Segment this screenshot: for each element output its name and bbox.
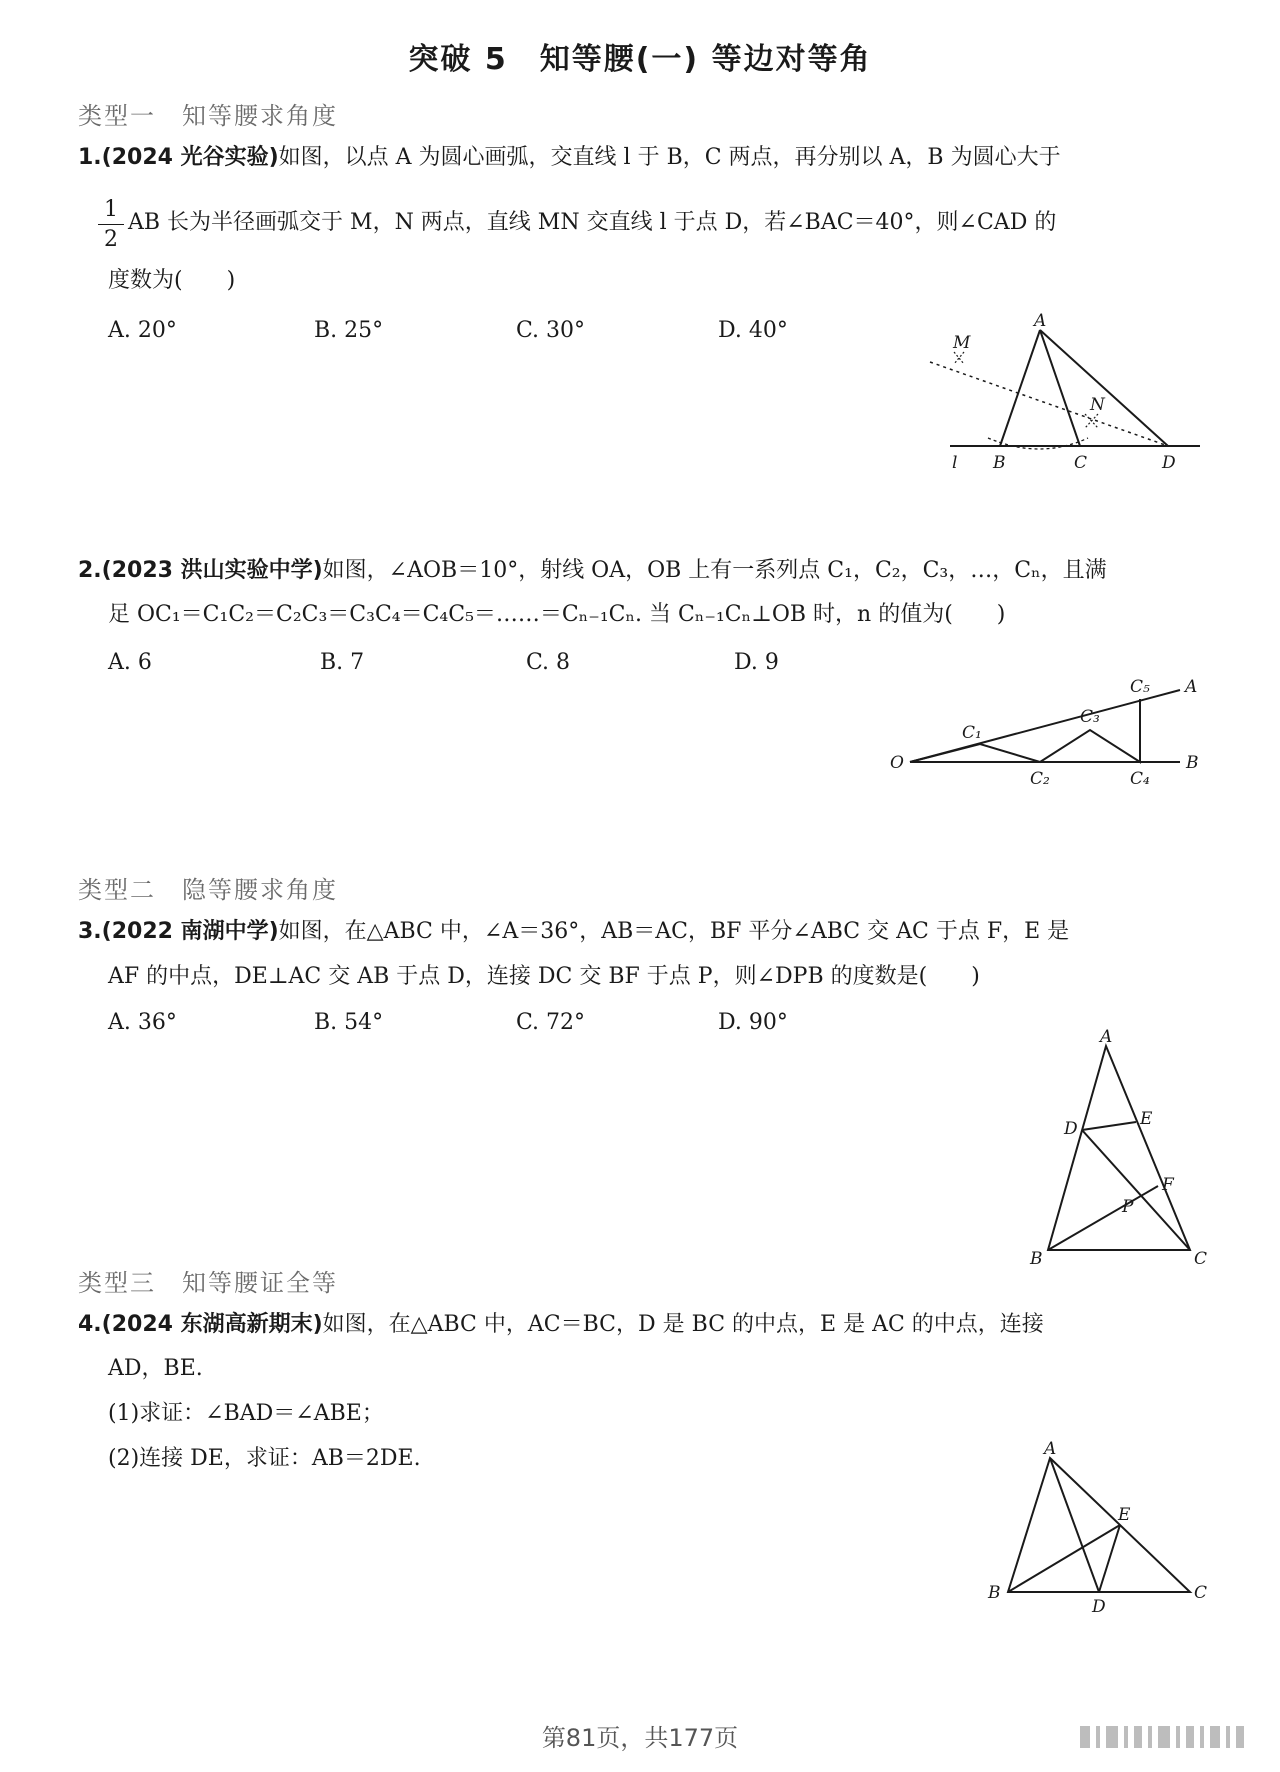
q1-frac-denominator: 2 (104, 227, 118, 252)
q2-label-o: O (890, 753, 904, 773)
q4-label-d: D (1092, 1597, 1106, 1617)
q1-label-c: C (1074, 453, 1088, 473)
q4-label-e: E (1118, 1505, 1131, 1525)
q3-option-a: A. 36° (108, 1010, 177, 1035)
q4-part-1: (1)求证：∠BAD＝∠ABE； (108, 1401, 384, 1426)
q2-label-c1: C₁ (962, 723, 982, 743)
q4-number: 4. (78, 1312, 102, 1337)
q3-number: 3. (78, 919, 102, 944)
q1-label-d: D (1162, 453, 1176, 473)
q3-label-p: P (1122, 1197, 1134, 1217)
q3-text-1: 如图，在△ABC 中，∠A＝36°，AB＝AC，BF 平分∠ABC 交 AC 于点 F，E 是 (278, 919, 1070, 944)
q1-line-1 (78, 143, 1061, 173)
q2-label-c2: C₂ (1030, 769, 1050, 789)
section-heading-type-1: 类型一 知等腰求角度 (78, 102, 338, 130)
q1-label-m: M (953, 333, 971, 353)
q2-label-b: B (1186, 753, 1199, 773)
q1-source: (2024 光谷实验) (101, 145, 279, 170)
q2-number: 2. (78, 558, 102, 583)
q1-figure (920, 310, 1210, 480)
q2-source: (2023 洪山实验中学) (101, 558, 323, 583)
q2-option-d: D. 9 (734, 650, 779, 675)
q3-figure (1020, 1027, 1220, 1270)
q1-label-l: l (952, 453, 958, 473)
q3-label-e: E (1140, 1109, 1153, 1129)
q1-label-n: N (1090, 395, 1105, 415)
q1-frac-numerator: 1 (104, 197, 118, 222)
q3-option-d: D. 90° (718, 1010, 788, 1035)
q3-label-c: C (1194, 1249, 1208, 1269)
q2-line-2: 足 OC₁＝C₁C₂＝C₂C₃＝C₃C₄＝C₄C₅＝……＝Cₙ₋₁Cₙ. 当 Cₙ₋₁Cₙ⊥OB 时，n 的值为( ) (108, 602, 1006, 627)
q2-label-c3: C₃ (1080, 707, 1100, 727)
q1-line-3: 度数为( ) (108, 268, 236, 293)
barcode-icon (1080, 1722, 1260, 1752)
q1-label-b: B (993, 453, 1006, 473)
q4-text-1: 如图，在△ABC 中，AC＝BC，D 是 BC 的中点，E 是 AC 的中点，连接 (322, 1312, 1044, 1337)
q3-option-b: B. 54° (314, 1010, 384, 1035)
q3-option-c: C. 72° (516, 1010, 586, 1035)
q4-line-1 (78, 1310, 1044, 1340)
section-heading-type-3: 类型三 知等腰证全等 (78, 1269, 338, 1297)
q3-label-b: B (1030, 1249, 1043, 1269)
q2-option-b: B. 7 (320, 650, 365, 675)
q4-figure (980, 1440, 1210, 1620)
q4-label-c: C (1194, 1583, 1208, 1603)
q3-line-1 (78, 917, 1069, 947)
q2-figure (880, 670, 1210, 790)
q2-option-a: A. 6 (108, 650, 152, 675)
q1-line-2: AB 长为半径画弧交于 M，N 两点，直线 MN 交直线 l 于点 D，若∠BAC＝40°，则∠CAD 的 (128, 210, 1057, 235)
section-heading-type-2: 类型二 隐等腰求角度 (78, 876, 338, 904)
q2-option-c: C. 8 (526, 650, 571, 675)
q1-frac-bar (98, 224, 124, 225)
q3-label-f: F (1162, 1175, 1174, 1195)
page-footer: 第81页，共177页 (541, 1724, 739, 1752)
q1-option-d: D. 40° (718, 318, 788, 343)
q4-part-2: (2)连接 DE，求证：AB＝2DE. (108, 1446, 421, 1471)
page-title: 突破 5 知等腰(一) 等边对等角 (408, 42, 872, 77)
q1-label-a: A (1034, 311, 1047, 331)
q1-option-c: C. 30° (516, 318, 586, 343)
q3-line-2: AF 的中点，DE⊥AC 交 AB 于点 D，连接 DC 交 BF 于点 P，则∠DPB 的度数是( ) (108, 964, 980, 989)
q3-label-d: D (1064, 1119, 1078, 1139)
q1-text-1: 如图，以点 A 为圆心画弧，交直线 l 于 B，C 两点，再分别以 A，B 为圆心大于 (278, 145, 1061, 170)
q2-label-c5: C₅ (1130, 677, 1150, 697)
q4-label-b: B (988, 1583, 1001, 1603)
q4-line-2: AD，BE. (108, 1356, 203, 1381)
q2-line-1 (78, 556, 1107, 586)
q1-option-b: B. 25° (314, 318, 384, 343)
q4-label-a: A (1044, 1439, 1057, 1459)
q2-text-1: 如图，∠AOB＝10°，射线 OA，OB 上有一系列点 C₁，C₂，C₃，…，Cₙ，且满 (322, 558, 1107, 583)
q1-fraction (98, 197, 124, 252)
q1-option-a: A. 20° (108, 318, 177, 343)
q3-source: (2022 南湖中学) (101, 919, 279, 944)
q2-label-c4: C₄ (1130, 769, 1150, 789)
q2-label-a: A (1185, 677, 1198, 697)
q3-label-a: A (1100, 1027, 1113, 1047)
q4-source: (2024 东湖高新期末) (101, 1312, 323, 1337)
q1-number: 1. (78, 145, 102, 170)
